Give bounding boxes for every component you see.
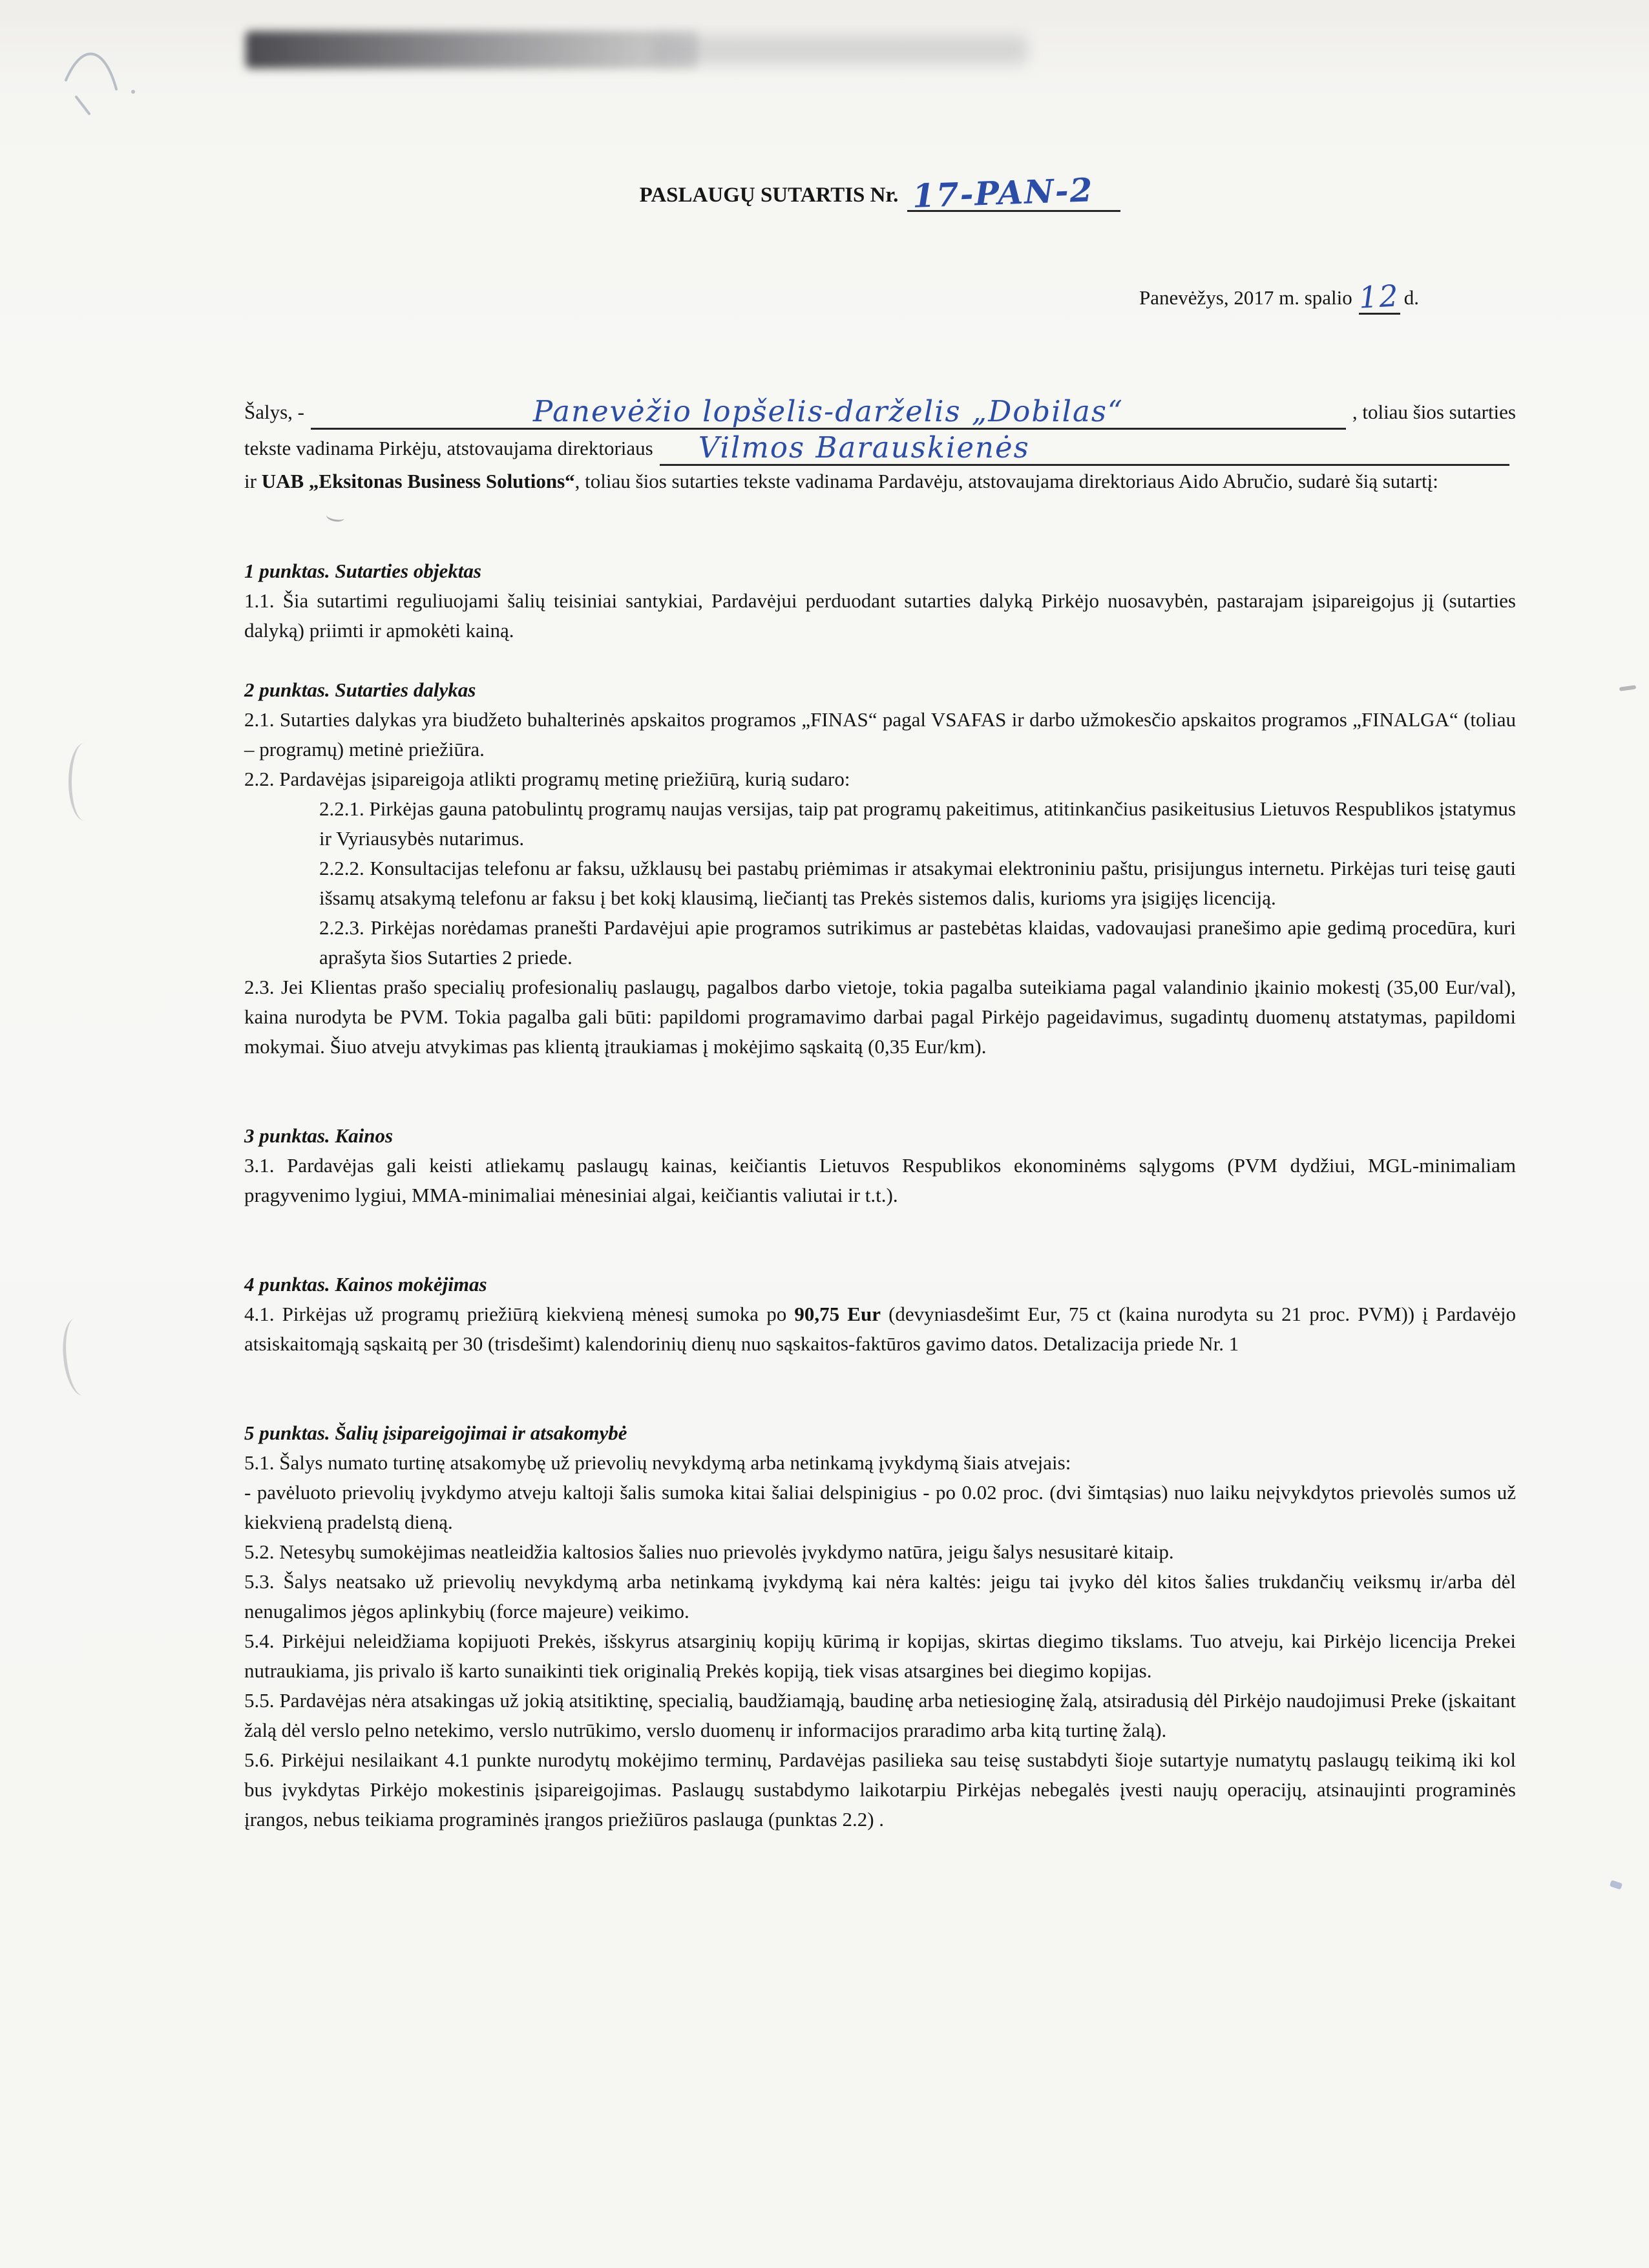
clause-5-2: 5.2. Netesybų sumokėjimas neatleidžia kaltosios šalies nuo prievolės įvykdymo natūra, jeigu šalys nesusitarė kitaip. — [244, 1540, 1174, 1563]
clause-5-5: 5.5. Pardavėjas nėra atsakingas už jokią atsitiktinę, specialią, baudžiamąją, baudinę arba netiesioginę žalą, atsiradusią dėl Pirkėjo naudojimusi Preke (įskaitant žalą dėl verslo pelno netekimo, verslo nutrūkimo, verslo duomenų ir informacijos praradimo arba kitą turtinę žalą). — [244, 1689, 1516, 1741]
contract-number-handwritten: 17-PAN-2 — [912, 171, 1095, 215]
director-name-blank — [660, 430, 1509, 466]
seller-clause-prefix: ir — [244, 470, 257, 492]
buyer-name-blank — [311, 394, 1346, 430]
dateline-suffix: d. — [1403, 286, 1419, 309]
clause-2-2-1: 2.2.1. Pirkėjas gauna patobulintų programų naujas versijas, taip pat programų pakeitimus, atitinkančius pasikeitusius Lietuvos Respublikos įstatymus ir Vyriausybės nutarimus. — [319, 797, 1516, 850]
section-4 — [244, 1270, 1516, 1359]
section-5-heading: 5 punktas. Šalių įsipareigojimai ir atsakomybė — [244, 1422, 627, 1444]
seller-clause-tail: , toliau šios sutarties tekste vadinama Pardavėju, atstovaujama direktoriaus Aido Abručio, sudarė šią sutartį: — [574, 470, 1438, 492]
clause-4-1 — [244, 1299, 1516, 1359]
clause-5-1: 5.1. Šalys numato turtinę atsakomybę už prievolių nevykdymą arba netinkamą įvykdymą šiais atvejais: — [244, 1451, 1071, 1474]
clause-2-1: 2.1. Sutarties dalykas yra biudžeto buhalterinės apskaitos programos „FINAS“ pagal VSAFAS ir darbo užmokesčio apskaitos programos „FINALGA“ (toliau – programų) metinė priežiūra. — [244, 708, 1516, 761]
clause-5-4: 5.4. Pirkėjui neleidžiama kopijuoti Prekės, išskyrus atsarginių kopijų kūrimą ir kopijas, skirtas diegimo tikslams. Tuo atveju, kai Pirkėjo licencija Prekei nutraukiama, jis privalo iš karto sunaikinti tiek originalią Prekės kopiją, tiek visas atsargines bei diegimo kopijas. — [244, 1630, 1516, 1682]
clause-2-2-2: 2.2.2. Konsultacijas telefonu ar faksu, užklausų bei pastabų priėmimas ir atsakymai elektroniniu paštu, prisijungus internetu. Pirkėjas turi teisę gauti išsamų atsakymą telefonu ar faksu į bet kokį klausimą, liečiantį tas Prekės sistemos dalis, kurioms yra įsigijęs licenciją. — [319, 857, 1516, 909]
dateline — [244, 279, 1516, 315]
parties-line1-tail: , toliau šios sutarties — [1352, 401, 1516, 423]
day-blank — [1359, 279, 1400, 315]
seller-clause — [244, 466, 1516, 497]
clause-4-1-tail: (devyniasdešimt Eur, 75 ct (kaina nurodyta su 21 proc. PVM)) į Pardavėjo atsiskaitomąją sąskaitą per 30 (trisdešimt) kalendorinių dienų nuo sąskaitos-faktūros gavimo datos. Detalizacija priede Nr. 1 — [244, 1303, 1516, 1355]
section-3 — [244, 1121, 1516, 1210]
clause-5-3: 5.3. Šalys neatsako už prievolių nevykdymą arba netinkamą įvykdymą kai nėra kaltės: jeigu tai įvyko dėl kitos šalies trukdančių veiksmų ir/arba dėl nenugalimos jėgos aplinkybių (force majeure) veikimo. — [244, 1570, 1516, 1622]
clause-3-1: 3.1. Pardavėjas gali keisti atliekamų paslaugų kainas, keičiantis Lietuvos Respublikos ekonominėms sąlygoms (PVM dydžiui, MGL-minimaliam pragyvenimo lygiui, MMA-minimaliai mėnesiniai algai, keičiantis valiutai ir t.t.). — [244, 1154, 1516, 1206]
section-1 — [244, 556, 1516, 646]
dateline-prefix: Panevėžys, 2017 m. spalio — [1139, 286, 1352, 309]
section-3-heading: 3 punktas. Kainos — [244, 1124, 394, 1147]
document-title — [244, 171, 1516, 215]
parties-label: Šalys, - — [244, 401, 304, 423]
clause-5-6: 5.6. Pirkėjui nesilaikant 4.1 punkte nurodytų mokėjimo terminų, Pardavėjas pasilieka sau teisę sustabdyti šioje sutartyje numatytų paslaugų teikimą iki kol bus įvykdytas Pirkėjo mokestinis įsipareigojimas. Paslaugų sustabdymo laikotarpiu Pirkėjas nebegalės įvesti naujų operacijų, atsinaujinti programinės įrangos, nebus teikiama programinės įrangos priežiūros paslauga (punktas 2.2) . — [244, 1748, 1516, 1831]
clause-2-2: 2.2. Pardavėjas įsipareigoja atlikti programų metinę priežiūrą, kurią sudaro: — [244, 768, 850, 790]
edge-ink-mark — [1610, 1880, 1623, 1889]
section-2 — [244, 675, 1516, 1062]
clause-2-3: 2.3. Jei Klientas prašo specialių profesionalių paslaugų, pagalbos darbo vietoje, tokia pagalba suteikiama pagal valandinio įkainio mokestį (35,00 Eur/val), kaina nurodyta be PVM. Tokia pagalba gali būti: papildomi programavimo darbai pagal Pirkėjo pageidavimus, sugadintų duomenų atstatymas, papildomi mokymai. Šiuo atveju atvykimas pas klientą įtraukiamas į mokėjimo sąskaitą (0,35 Eur/km). — [244, 976, 1516, 1058]
section-5 — [244, 1418, 1516, 1834]
clause-5-1-bullet: - pavėluoto prievolių įvykdymo atveju kaltoji šalis sumoka kitai šaliai delspinigius - po 0.02 proc. (dvi šimtąsias) nuo laiku neįvykdytos prievolės sumos už kiekvieną pradelstą dieną. — [244, 1481, 1516, 1533]
contract-number-blank — [907, 171, 1120, 215]
section-2-heading: 2 punktas. Sutarties dalykas — [244, 678, 476, 701]
clause-2-2-3: 2.2.3. Pirkėjas norėdamas pranešti Pardavėjui apie programos sutrikimus ar pastebėtas klaidas, vadovaujasi pranešimo apie gedimą procedūra, kuri aprašyta šios Sutarties 2 priede. — [319, 916, 1516, 969]
buyer-representative-label: tekste vadinama Pirkėju, atstovaujama direktoriaus — [244, 437, 653, 459]
seller-name: UAB „Eksitonas Business Solutions“ — [261, 470, 575, 492]
parties-line-2 — [244, 430, 1516, 466]
clause-1-1: 1.1. Šia sutartimi reguliuojami šalių teisiniai santykiai, Pardavėjui perduodant sutarties dalyką Pirkėjo nuosavybėn, pastarajam įsipareigojus jį (sutarties dalyką) priimti ir apmokėti kainą. — [244, 589, 1516, 642]
section-1-heading: 1 punktas. Sutarties objektas — [244, 560, 481, 582]
title-label: PASLAUGŲ SUTARTIS Nr. — [639, 184, 899, 207]
price-value: 90,75 Eur — [794, 1303, 881, 1325]
director-name-handwritten: Vilmos Barauskienės — [698, 430, 1030, 465]
day-handwritten: 12 — [1358, 278, 1401, 315]
parties-intro — [244, 394, 1516, 497]
parties-line-1 — [244, 394, 1516, 430]
clause-4-1-prefix: 4.1. Pirkėjas už programų priežiūrą kiekvieną mėnesį sumoka po — [244, 1303, 795, 1325]
section-4-heading: 4 punktas. Kainos mokėjimas — [244, 1273, 487, 1296]
buyer-name-handwritten: Panevėžio lopšelis-darželis „Dobilas“ — [532, 394, 1124, 428]
